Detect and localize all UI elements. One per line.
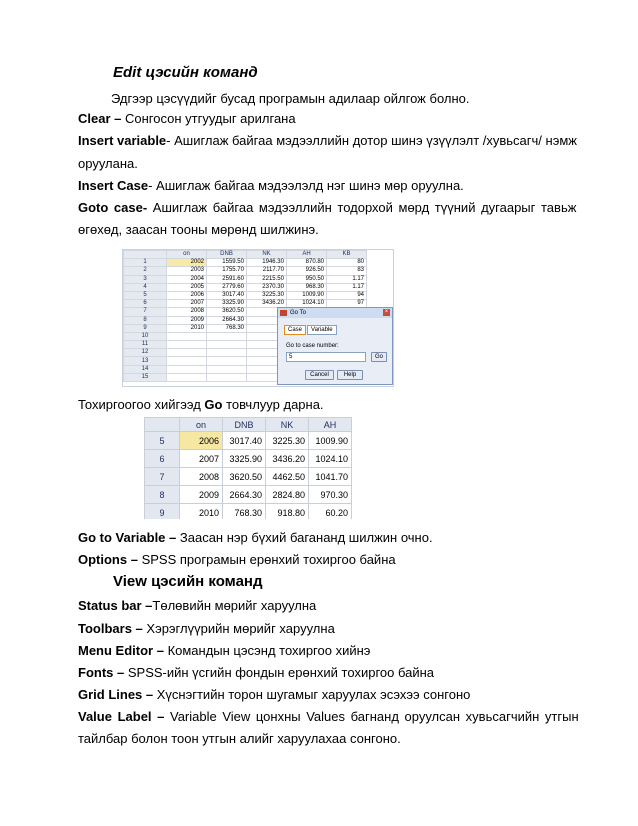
column-header[interactable] [124, 251, 167, 259]
data-cell[interactable]: 950.50 [287, 275, 327, 283]
goto-case-desc: Ашиглаж байгаа мэдээллийн тодорхой мөрд түүний дугаарыг тавьж [147, 200, 577, 215]
data-cell[interactable]: 3325.90 [207, 300, 247, 308]
data-cell[interactable] [207, 357, 247, 365]
fonts-line [78, 665, 568, 681]
after-go-line [78, 397, 568, 413]
data-cell[interactable]: 2215.50 [247, 275, 287, 283]
table-row [124, 283, 367, 291]
data-cell[interactable] [167, 349, 207, 357]
row-number[interactable]: 8 [124, 316, 167, 324]
menu-editor-line [78, 643, 568, 659]
row-number[interactable]: 4 [124, 283, 167, 291]
data-cell[interactable]: 2004 [167, 275, 207, 283]
after-go-pre: Тохиргоогоо хийгээд [78, 397, 205, 412]
table-row [124, 267, 367, 275]
data-cell[interactable]: 1024.10 [287, 300, 327, 308]
data-cell[interactable]: 2664.30 [223, 486, 266, 504]
value-label-desc: Variable View цонхны Values багнанд оруулсан хувьсагчийн утгын [164, 709, 579, 724]
goto-case-cont: өгөхөд, заасан тооны мөрөнд шилжинэ. [78, 222, 319, 237]
goto-case-term: Goto case- [78, 200, 148, 215]
row-number[interactable]: 15 [124, 373, 167, 381]
goto-dialog [277, 307, 393, 385]
status-bar-term: Status bar – [78, 598, 153, 613]
goto-case-line [78, 200, 577, 216]
result-grid [144, 417, 352, 519]
data-cell[interactable]: 1041.70 [309, 468, 352, 486]
data-cell[interactable]: 926.50 [287, 267, 327, 275]
table-row [145, 504, 352, 520]
row-number[interactable]: 6 [145, 450, 180, 468]
data-cell[interactable]: 1755.70 [207, 267, 247, 275]
tab-variable[interactable]: Variable [307, 325, 337, 335]
dialog-titlebar [278, 308, 392, 318]
data-cell[interactable]: 2003 [167, 267, 207, 275]
data-cell[interactable]: 3620.50 [207, 308, 247, 316]
cancel-button[interactable]: Cancel [305, 370, 334, 380]
insert-variable-term: Insert variable [78, 133, 167, 148]
data-cell[interactable]: 2009 [180, 486, 223, 504]
data-cell[interactable]: 80 [327, 259, 367, 267]
edit-heading: Edit цэсийн команд [113, 64, 258, 81]
table-row [124, 291, 367, 299]
table-row [145, 432, 352, 450]
data-cell[interactable] [207, 365, 247, 373]
data-cell[interactable]: 1559.50 [207, 259, 247, 267]
data-cell[interactable]: 2006 [167, 291, 207, 299]
data-cell[interactable]: 3325.90 [223, 450, 266, 468]
row-number[interactable]: 2 [124, 267, 167, 275]
edit-intro: Эдгээр цэсүүдийг бусад програмын адилаар ойлгож болно. [111, 91, 470, 106]
data-cell[interactable]: 3620.50 [223, 468, 266, 486]
grid-lines-term: Grid Lines – [78, 687, 154, 702]
data-cell[interactable]: 2824.80 [266, 486, 309, 504]
fonts-desc: SPSS-ийн үсгийн фондын ерөнхий тохиргоо байна [124, 665, 435, 680]
data-cell[interactable]: 1946.30 [247, 259, 287, 267]
grid-lines-desc: Хүснэгтийн торон шугамыг харуулах эсэхээ сонгоно [153, 687, 471, 702]
clear-term: Clear – [78, 111, 122, 126]
data-cell[interactable]: 2117.70 [247, 267, 287, 275]
insert-case-term: Insert Case [78, 178, 149, 193]
data-cell[interactable]: 3017.40 [223, 432, 266, 450]
goto-variable-desc: Заасан нэр бүхий багананд шилжин очно. [176, 530, 433, 545]
data-cell[interactable]: 1009.90 [287, 291, 327, 299]
table-row [145, 486, 352, 504]
data-cell[interactable]: 1.17 [327, 283, 367, 291]
spss-app-icon [280, 310, 287, 316]
data-cell[interactable]: 4462.50 [266, 468, 309, 486]
table-row [145, 450, 352, 468]
data-cell[interactable]: 1024.10 [309, 450, 352, 468]
clear-line [78, 111, 568, 127]
insert-variable-desc: - Ашиглаж байгаа мэдээллийн дотор шинэ үзүүлэлт /хувьсагч/ нэмж [166, 133, 577, 148]
data-cell[interactable]: 83 [327, 267, 367, 275]
row-number[interactable]: 9 [145, 504, 180, 520]
data-cell[interactable] [207, 341, 247, 349]
row-number[interactable]: 5 [145, 432, 180, 450]
data-cell[interactable] [207, 332, 247, 340]
case-number-label: Go to case number: [286, 343, 339, 349]
data-cell[interactable]: 3225.30 [266, 432, 309, 450]
help-button[interactable]: Help [337, 370, 363, 380]
column-header[interactable]: NK [247, 251, 287, 259]
data-cell[interactable]: 2779.60 [207, 283, 247, 291]
data-cell[interactable]: 2010 [180, 504, 223, 520]
row-number[interactable]: 5 [124, 291, 167, 299]
header-row [124, 251, 367, 259]
data-cell[interactable]: 2664.30 [207, 316, 247, 324]
tab-case[interactable]: Case [284, 325, 306, 335]
menu-editor-desc: Командын цэсэнд тохиргоо хийнэ [163, 643, 371, 658]
toolbars-term: Toolbars – [78, 621, 143, 636]
value-label-cont: тайлбар болон тоон утгын алийг харуулахаа сонгоно. [78, 731, 401, 746]
toolbars-line [78, 621, 568, 637]
menu-editor-term: Menu Editor – [78, 643, 164, 658]
column-header[interactable]: DNB [207, 251, 247, 259]
row-number[interactable]: 3 [124, 275, 167, 283]
data-cell[interactable]: 3436.20 [266, 450, 309, 468]
after-go-bold: Go [204, 397, 223, 412]
data-cell[interactable]: 2007 [180, 450, 223, 468]
status-bar-desc: Төлөвийн мөрийг харуулна [152, 598, 317, 613]
row-number[interactable]: 13 [124, 357, 167, 365]
dialog-tabs [284, 325, 338, 335]
data-cell[interactable]: 2005 [167, 283, 207, 291]
data-cell[interactable]: 3017.40 [207, 291, 247, 299]
data-cell[interactable]: 768.30 [223, 504, 266, 520]
data-cell[interactable]: 1.17 [327, 275, 367, 283]
data-cell[interactable]: 3225.30 [247, 291, 287, 299]
data-cell[interactable]: 918.80 [266, 504, 309, 520]
data-cell[interactable]: 2010 [167, 324, 207, 332]
row-number[interactable]: 6 [124, 300, 167, 308]
row-number[interactable]: 9 [124, 324, 167, 332]
spss-result-grid-screenshot [144, 417, 357, 519]
column-header[interactable]: AH [287, 251, 327, 259]
column-header[interactable]: on [167, 251, 207, 259]
header-row [145, 418, 352, 432]
data-cell[interactable]: 970.30 [309, 486, 352, 504]
row-number[interactable]: 1 [124, 259, 167, 267]
column-header[interactable]: NK [266, 418, 309, 432]
clear-desc: Сонгосон утгуудыг арилгана [121, 111, 296, 126]
data-cell[interactable] [167, 341, 207, 349]
row-number[interactable]: 7 [145, 468, 180, 486]
goto-variable-line [78, 530, 568, 546]
row-number[interactable]: 14 [124, 365, 167, 373]
close-icon[interactable]: × [384, 309, 389, 315]
data-cell[interactable]: 2370.30 [247, 283, 287, 291]
go-button[interactable]: Go [371, 352, 387, 362]
data-cell[interactable] [207, 349, 247, 357]
data-cell[interactable]: 2008 [167, 308, 207, 316]
case-number-input[interactable]: 5 [286, 352, 366, 362]
column-header[interactable] [145, 418, 180, 432]
after-go-post: товчлуур дарна. [222, 397, 324, 412]
toolbars-desc: Хэрэглүүрийн мөрийг харуулна [142, 621, 335, 636]
data-cell[interactable]: 2008 [180, 468, 223, 486]
data-cell[interactable]: 2007 [167, 300, 207, 308]
insert-variable-line [78, 133, 577, 149]
table-row [124, 259, 367, 267]
column-header[interactable]: AH [309, 418, 352, 432]
data-cell[interactable]: 2006 [180, 432, 223, 450]
insert-case-line [78, 178, 568, 194]
data-cell[interactable] [167, 373, 207, 381]
data-cell[interactable]: 2009 [167, 316, 207, 324]
grid-lines-line [78, 687, 568, 703]
data-cell[interactable]: 94 [327, 291, 367, 299]
data-cell[interactable]: 97 [327, 300, 367, 308]
data-cell[interactable]: 3436.20 [247, 300, 287, 308]
data-cell[interactable]: 1009.90 [309, 432, 352, 450]
data-cell[interactable]: 768.30 [207, 324, 247, 332]
row-number[interactable]: 11 [124, 341, 167, 349]
value-label-term: Value Label – [78, 709, 165, 724]
row-number[interactable]: 12 [124, 349, 167, 357]
column-header[interactable]: KB [327, 251, 367, 259]
data-cell[interactable]: 870.80 [287, 259, 327, 267]
value-label-line [78, 709, 579, 725]
table-row [145, 468, 352, 486]
row-number[interactable]: 10 [124, 332, 167, 340]
data-cell[interactable] [207, 373, 247, 381]
insert-variable-cont: оруулана. [78, 156, 138, 171]
data-cell[interactable] [167, 332, 207, 340]
data-cell[interactable] [167, 365, 207, 373]
data-cell[interactable]: 60.20 [309, 504, 352, 520]
data-cell[interactable]: 968.30 [287, 283, 327, 291]
options-line [78, 552, 568, 568]
column-header[interactable]: on [180, 418, 223, 432]
status-bar-line [78, 598, 568, 614]
column-header[interactable]: DNB [223, 418, 266, 432]
row-number[interactable]: 7 [124, 308, 167, 316]
row-number[interactable]: 8 [145, 486, 180, 504]
options-term: Options – [78, 552, 138, 567]
insert-case-desc: - Ашиглаж байгаа мэдээлэлд нэг шинэ мөр оруулна. [148, 178, 464, 193]
goto-variable-term: Go to Variable – [78, 530, 177, 545]
options-desc: SPSS програмын ерөнхий тохиргоо байна [137, 552, 396, 567]
fonts-term: Fonts – [78, 665, 125, 680]
data-cell[interactable]: 2591.60 [207, 275, 247, 283]
data-cell[interactable] [167, 357, 207, 365]
dialog-title: Go To [290, 310, 306, 316]
data-cell[interactable]: 2002 [167, 259, 207, 267]
view-heading: View цэсийн команд [113, 573, 263, 590]
table-row [124, 275, 367, 283]
